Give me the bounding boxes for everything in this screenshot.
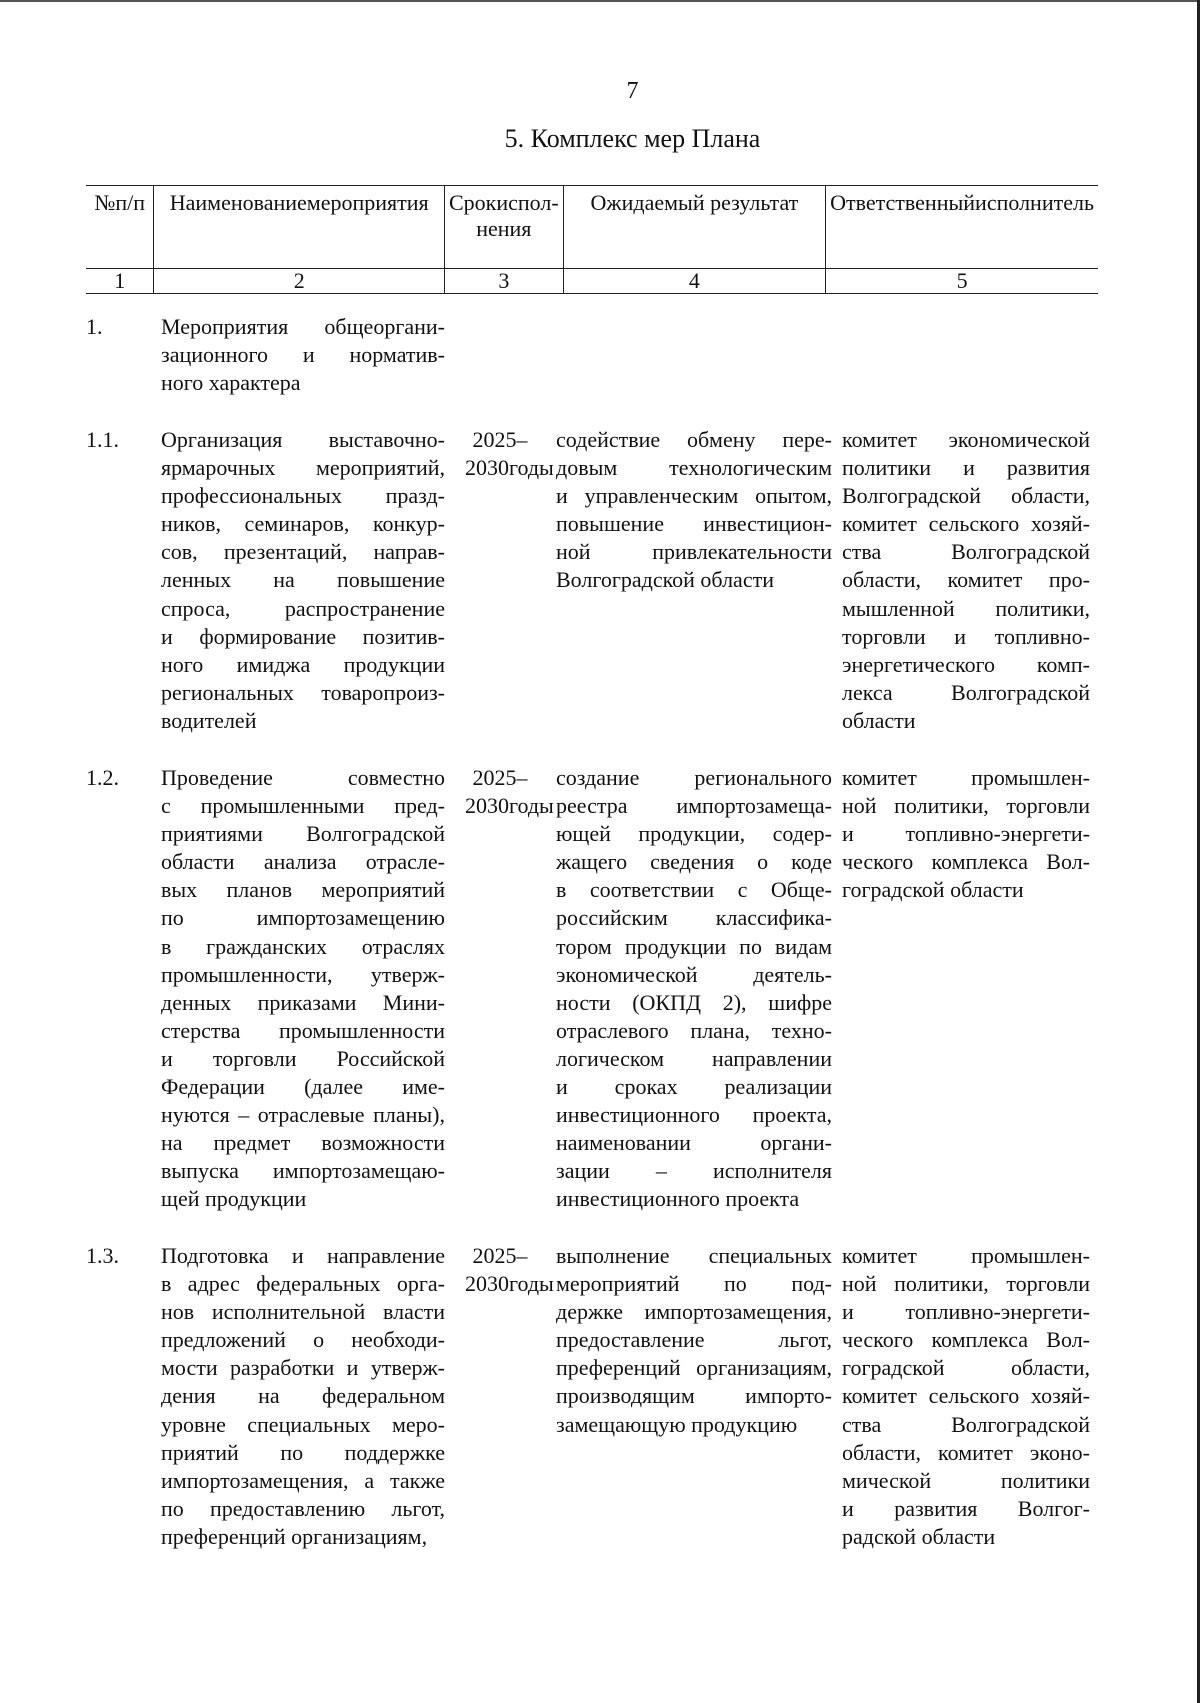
text-line: в адрес федеральных орга- [161,1271,445,1297]
text-line: области, комитет эконо- [842,1439,1090,1465]
text-line: стерства промышленности [161,1017,445,1043]
text-line: 2030 [465,455,509,481]
text-line: мероприятий по под- [556,1271,832,1297]
text-line: ческого комплекса Вол- [842,1327,1090,1353]
text-line: ческого комплекса Вол- [842,849,1090,875]
page-number: 7 [626,78,639,104]
text-line: выполнение специальных [556,1243,832,1268]
text-line: и управленческим опытом, [556,483,832,509]
text-line: вых планов мероприятий [161,877,445,903]
text-line: 2025– [472,765,528,790]
text-line: комитет экономической [842,427,1090,452]
text-line: Срок [448,190,497,215]
text-line: на предмет возможности [161,1130,445,1156]
text-line: по предоставлению льгот, [161,1495,445,1521]
text-line: и торговли Российской [161,1045,445,1071]
row-result [556,426,832,595]
header-cell-lines [568,190,821,216]
text-line: жащего сведения о коде [556,849,832,875]
text-line: ного имиджа продукции [161,651,445,677]
text-line: и развития Волгог- [842,1495,1090,1521]
text-line: лекса Волгоградской [842,679,1090,705]
text-line: экономической деятель- [556,961,832,987]
header-cell-lines [449,190,559,242]
text-line: замещающую продукцию [556,1411,798,1437]
row-responsible [842,426,1090,735]
row-number: 1.3. [86,1243,119,1268]
text-line: и сроках реализации [556,1074,832,1100]
text-line: содействие обмену пере- [556,427,832,452]
text-line: отраслевого плана, техно- [556,1017,832,1043]
text-line: испол- [496,190,559,215]
text-line: ства Волгоградской [842,1411,1090,1437]
text-line: зационного и норматив- [161,342,445,368]
text-line: гоградской области, [842,1355,1090,1381]
text-line: и топливно-энергети- [842,821,1090,847]
text-line: приятиями Волгоградской [161,821,445,847]
text-line: приятий по поддержке [161,1439,445,1465]
text-line: годы [509,1271,554,1297]
page-title: 5. Комплекс мер Плана [504,124,761,153]
text-line: Волгоградской области, [842,483,1090,509]
text-line: 2030 [465,1271,509,1297]
text-line: радской области [842,1523,996,1549]
text-line: инвестиционного проекта, [556,1102,832,1128]
header-col-number [86,186,154,269]
text-line: профессиональных празд- [161,483,445,509]
text-line: предоставление льгот, [556,1327,832,1353]
text-line: Наименование [169,190,307,215]
row-responsible [842,1242,1090,1551]
text-line: российским классифика- [556,905,832,931]
text-line: области, комитет про- [842,567,1090,593]
text-line: гоградской области [842,877,1024,903]
row-number: 1.1. [86,427,119,452]
row-result [556,1242,832,1439]
text-line: региональных товаропроиз- [161,679,445,705]
column-number-1: 1 [86,269,154,294]
row-term [465,426,554,482]
text-line: ющей продукции, содер- [556,821,832,847]
text-line: импортозамещения, а также [161,1467,445,1493]
text-line: ной политики, торговли [842,793,1090,819]
row-name [161,426,445,735]
row-name [161,764,445,1214]
text-line: ства Волгоградской [842,539,1090,565]
header-col-responsible [826,186,1098,269]
text-line: держке импортозамещения, [556,1299,832,1325]
table-header [86,185,1098,294]
text-line: ности (ОКПД 2), шифре [556,989,832,1015]
text-line: по импортозамещению [161,905,445,931]
text-line: зации – исполнителя [556,1158,832,1184]
text-line: выпуска импортозамещаю- [161,1158,445,1184]
text-line: мышленной политики, [842,595,1090,621]
text-line: преференций организациям, [161,1523,428,1549]
column-number-2: 2 [154,269,445,294]
row-number: 1.2. [86,765,119,790]
text-line: ного характера [161,370,301,396]
text-line: нов исполнительной власти [161,1299,445,1325]
text-line: с промышленными пред- [161,793,445,819]
text-line: щей продукции [161,1186,307,1212]
text-line: комитет сельского хозяй- [842,1383,1090,1409]
text-line: уровне специальных меро- [161,1411,445,1437]
text-line: Мероприятия общеоргани- [161,314,445,339]
header-col-term [444,186,563,269]
text-line: денных приказами Мини- [161,989,445,1015]
text-line: предложений о необходи- [161,1327,445,1353]
text-line: Проведение совместно [161,765,445,790]
header-cell-lines [830,190,1094,216]
text-line: тором продукции по видам [556,933,832,959]
text-line: энергетического комп- [842,651,1090,677]
text-line: годы [509,793,554,819]
text-line: ленных на повышение [161,567,445,593]
text-line: 2025– [472,427,528,452]
text-line: нуются – отраслевые планы), [161,1102,445,1128]
text-line: сов, презентаций, направ- [161,539,445,565]
text-line: Организация выставочно- [161,427,445,452]
column-number-5: 5 [826,269,1098,294]
column-number-3: 3 [444,269,563,294]
text-line: дения на федеральном [161,1383,445,1409]
text-line: области [842,707,916,733]
text-line: 2030 [465,793,509,819]
text-line: промышленности, утверж- [161,961,445,987]
text-line: ной привлекательности [556,539,832,565]
row-name [161,313,445,397]
row-responsible [842,764,1090,904]
row-result [556,764,832,1214]
text-line: нения [476,216,532,241]
text-line: Федерации (далее име- [161,1074,445,1100]
text-line: годы [509,455,554,481]
text-line: ной политики, торговли [842,1271,1090,1297]
row-term [465,764,554,820]
text-line: в гражданских отраслях [161,933,445,959]
text-line: области анализа отрасле- [161,849,445,875]
text-line: и топливно-энергети- [842,1299,1090,1325]
text-line: мической политики [842,1467,1090,1493]
text-line: ников, семинаров, конкур- [161,511,445,537]
text-line: преференций организациям, [556,1355,832,1381]
text-line: исполнитель [975,190,1094,215]
text-line: комитет промышлен- [842,1243,1090,1268]
column-number-4: 4 [563,269,825,294]
text-line: спроса, распространение [161,595,445,621]
text-line: комитет сельского хозяй- [842,511,1090,537]
text-line: производящим импорто- [556,1383,832,1409]
text-line: мости разработки и утверж- [161,1355,445,1381]
text-line: водителей [161,707,257,733]
row-term [465,1242,554,1298]
text-line: инвестиционного проекта [556,1186,800,1212]
text-line: Подготовка и направление [161,1243,445,1268]
text-line: № [94,190,116,215]
text-line: ярмарочных мероприятий, [161,455,445,481]
text-line: 2025– [472,1243,528,1268]
scan-top-edge [0,0,1200,2]
row-number: 1. [86,314,103,339]
text-line: и формирование позитив- [161,623,445,649]
header-col-result [563,186,825,269]
text-line: п/п [115,190,146,215]
text-line: логическом направлении [556,1045,832,1071]
text-line: торговли и топливно- [842,623,1090,649]
text-line: Ответственный [830,190,976,215]
text-line: в соответствии с Обще- [556,877,832,903]
text-line: политики и развития [842,455,1090,481]
text-line: наименовании органи- [556,1130,832,1156]
text-line: создание регионального [556,765,832,790]
text-line: довым технологическим [556,455,832,481]
text-line: Ожидаемый результат [590,190,799,215]
header-cell-lines [90,190,149,216]
row-name [161,1242,445,1551]
text-line: мероприятия [306,190,429,215]
text-line: комитет промышлен- [842,765,1090,790]
text-line: Волгоградской области [556,567,774,593]
text-line: повышение инвестицион- [556,511,832,537]
header-col-name [154,186,445,269]
text-line: реестра импортозамеща- [556,793,832,819]
header-cell-lines [158,190,440,216]
